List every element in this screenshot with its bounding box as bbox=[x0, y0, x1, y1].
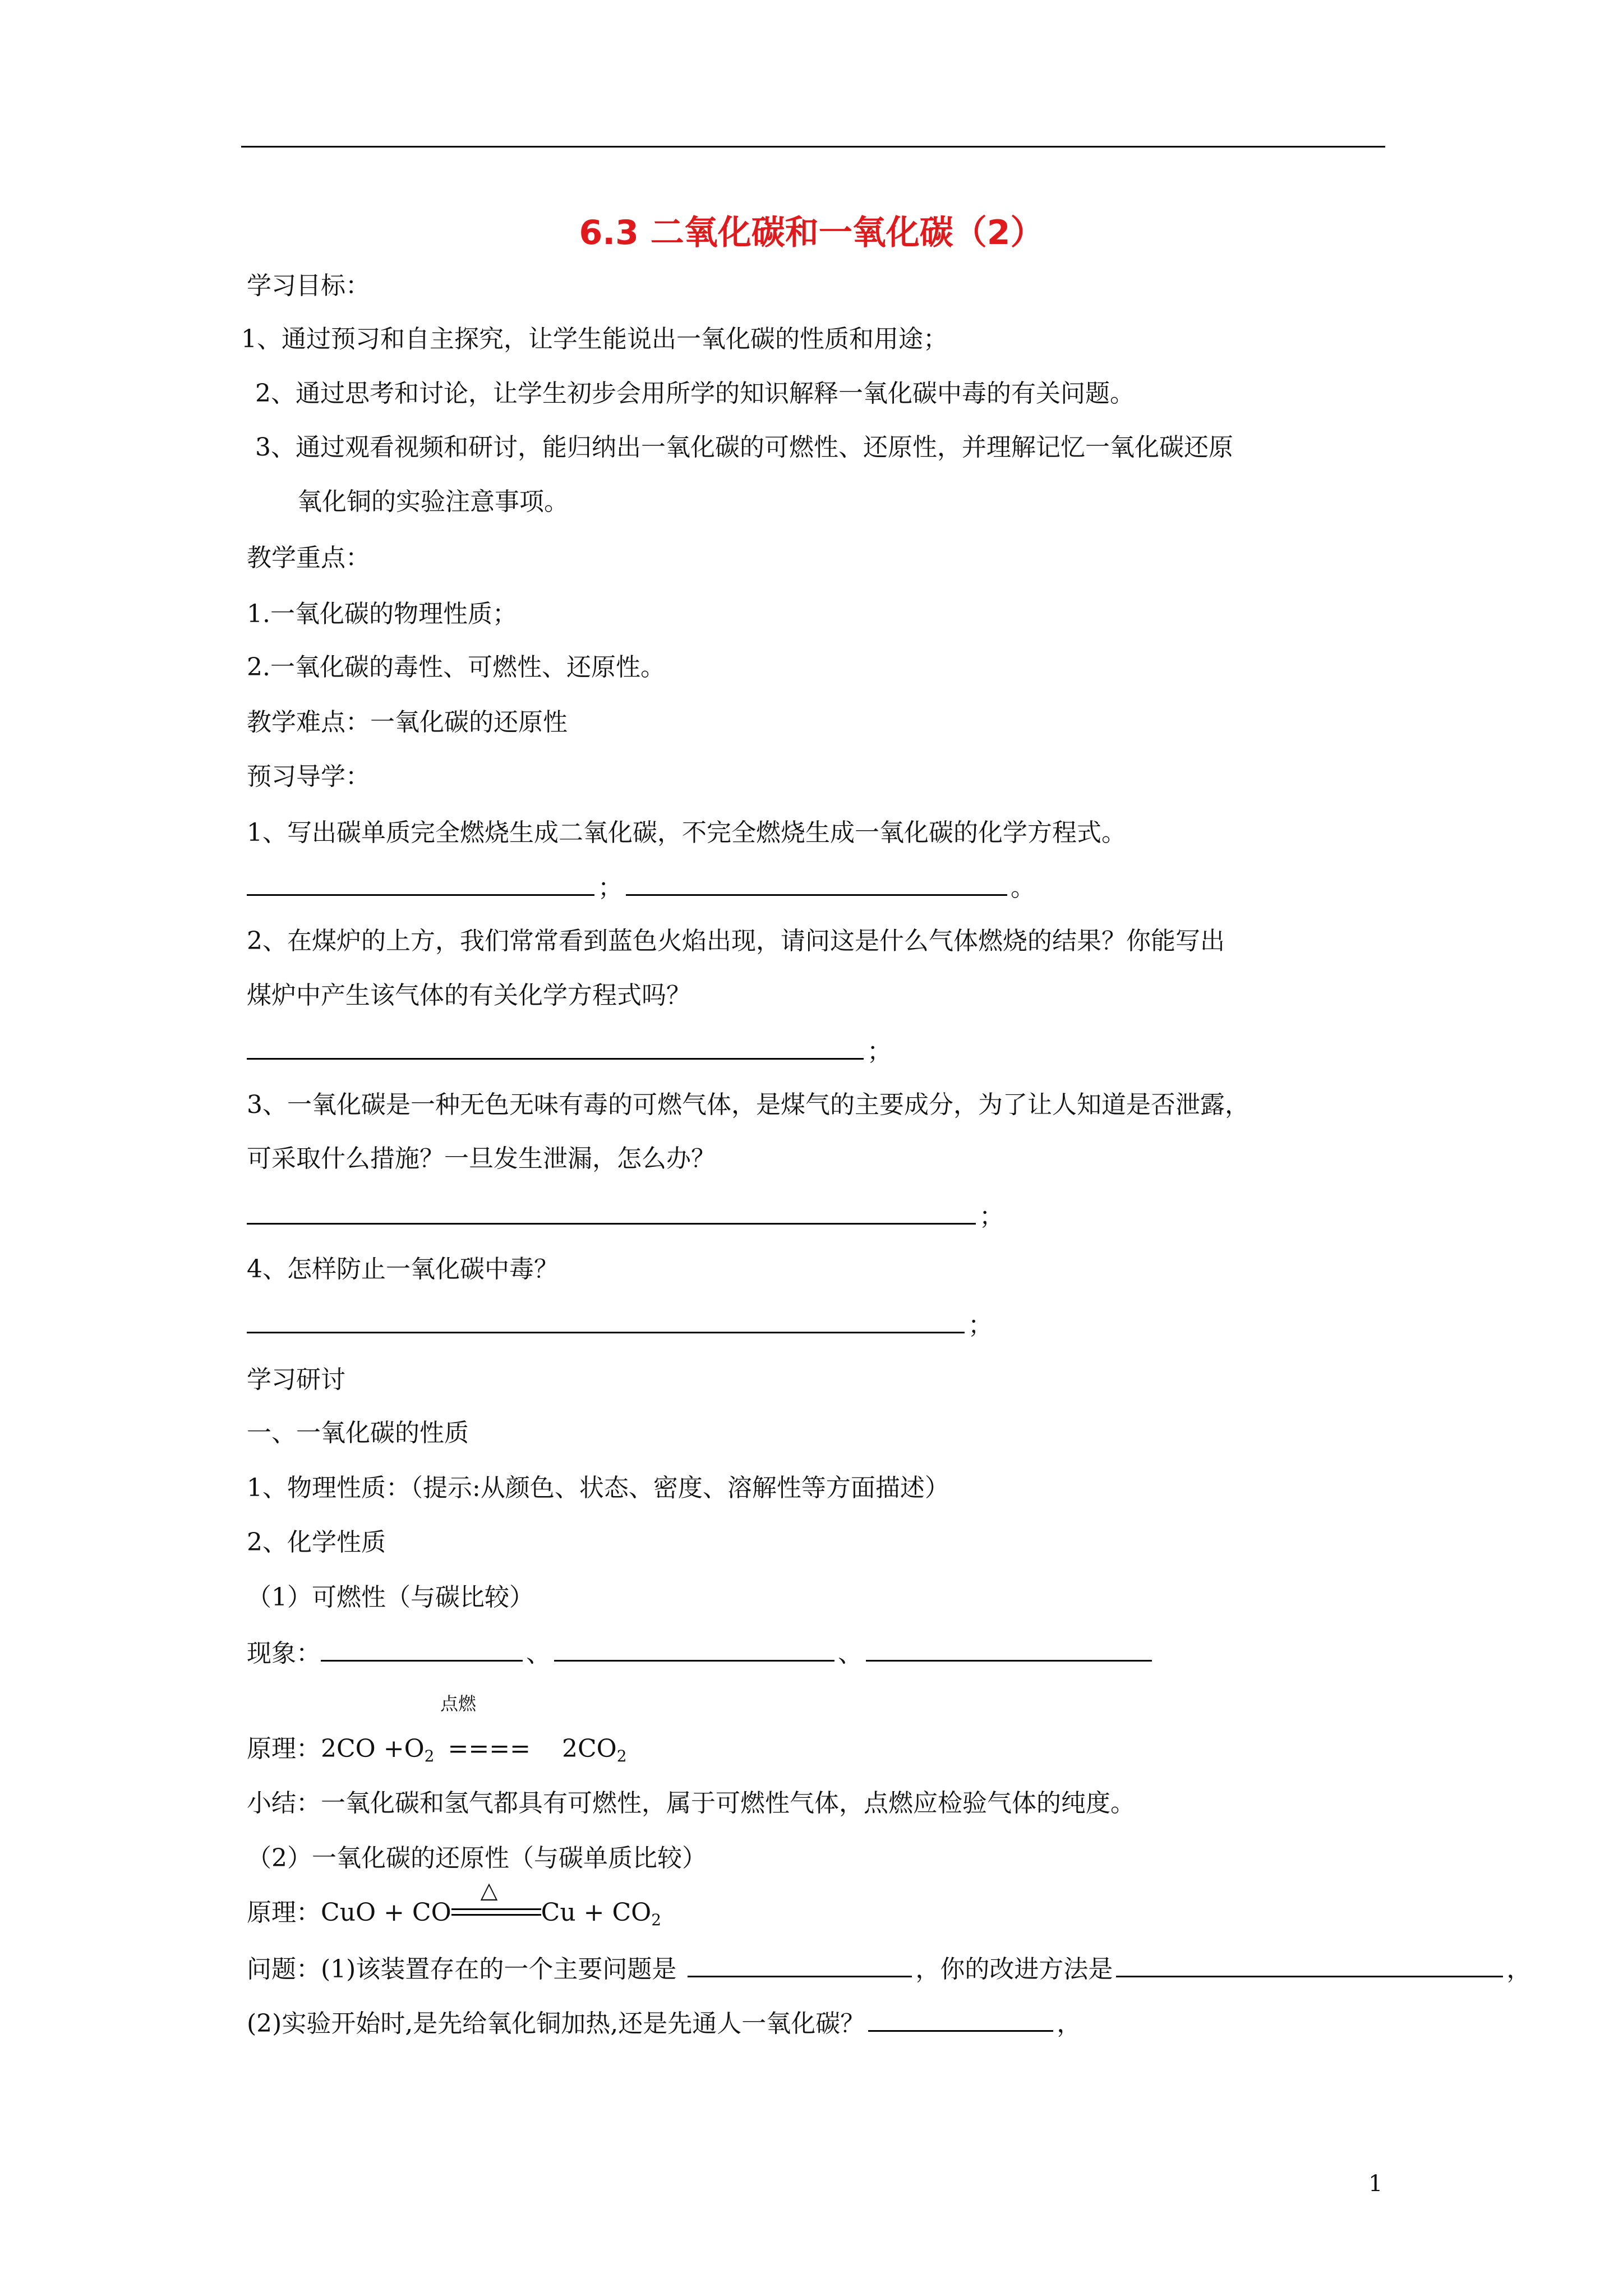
principle-2-row bbox=[247, 1878, 662, 1937]
principle-label: 原理： bbox=[247, 1734, 321, 1763]
phenomenon-row bbox=[247, 1635, 1155, 1671]
section-1-heading: 一、一氧化碳的性质 bbox=[247, 1419, 469, 1447]
preview-heading: 预习导学： bbox=[247, 762, 370, 791]
goal-3-line-1: 3、通过观看视频和研讨，能归纳出一氧化碳的可燃性、还原性，并理解记忆一氧化碳还原 bbox=[255, 433, 1233, 462]
equation-left: CuO + CO bbox=[321, 1898, 451, 1927]
principle-label: 原理： bbox=[247, 1898, 321, 1927]
subscript: 2 bbox=[651, 1911, 662, 1929]
goal-1: 1、通过预习和自主探究，让学生能说出一氧化碳的性质和用途； bbox=[241, 325, 948, 353]
page-title: 6.3 二氧化碳和一氧化碳（2） bbox=[579, 213, 1044, 252]
header-rule bbox=[241, 146, 1385, 148]
equation-arrow: ==== bbox=[448, 1734, 531, 1763]
semicolon: ； bbox=[968, 1311, 993, 1340]
comma: ， bbox=[1057, 2009, 1082, 2038]
combustibility-heading: （1）可燃性（与碳比较） bbox=[247, 1583, 534, 1612]
answer-blank[interactable] bbox=[247, 1198, 976, 1225]
question-2-line-2: 煤炉中产生该气体的有关化学方程式吗？ bbox=[247, 981, 691, 1010]
reducibility-heading: （2）一氧化碳的还原性（与碳单质比较） bbox=[247, 1844, 707, 1872]
question-2-line-1: 2、在煤炉的上方，我们常常看到蓝色火焰出现，请问这是什么气体燃烧的结果？你能写出 bbox=[247, 927, 1225, 955]
study-heading: 学习研讨 bbox=[247, 1365, 345, 1394]
problem-2-text: (2)实验开始时,是先给氧化铜加热,还是先通人一氧化碳？ bbox=[247, 2009, 865, 2038]
chemical-properties: 2、化学性质 bbox=[247, 1528, 386, 1557]
subscript: 2 bbox=[616, 1747, 627, 1765]
problem-1-text: 问题：(1)该装置存在的一个主要问题是 bbox=[247, 1955, 677, 1984]
semicolon: ； bbox=[979, 1202, 1004, 1231]
heat-symbol: △ bbox=[480, 1878, 498, 1903]
problem-1-text-2: ，你的改进方法是 bbox=[915, 1955, 1113, 1984]
semicolon: ； bbox=[867, 1037, 892, 1066]
question-4-answer-row bbox=[247, 1307, 993, 1342]
answer-blank[interactable] bbox=[321, 1635, 523, 1662]
question-1: 1、写出碳单质完全燃烧生成二氧化碳，不完全燃烧生成一氧化碳的化学方程式。 bbox=[247, 818, 1126, 847]
question-2-answer-row bbox=[247, 1033, 892, 1069]
principle-1-row bbox=[247, 1732, 627, 1773]
equation-right: Cu + CO bbox=[541, 1898, 652, 1927]
summary-line: 小结：一氧化碳和氢气都具有可燃性，属于可燃性气体，点燃应检验气体的纯度。 bbox=[247, 1789, 1135, 1818]
answer-blank[interactable] bbox=[626, 869, 1007, 896]
period: 。 bbox=[1011, 873, 1035, 902]
question-1-answer-row bbox=[247, 869, 1035, 905]
physical-properties: 1、物理性质：（提示:从颜色、状态、密度、溶解性等方面描述） bbox=[247, 1474, 949, 1502]
answer-blank[interactable] bbox=[247, 1033, 864, 1060]
goals-heading: 学习目标： bbox=[247, 272, 370, 300]
answer-blank[interactable] bbox=[1116, 1951, 1503, 1977]
key-points-heading: 教学重点： bbox=[247, 544, 370, 572]
answer-blank[interactable] bbox=[554, 1635, 834, 1662]
phenomenon-label: 现象： bbox=[247, 1639, 321, 1668]
key-point-1: 1.一氧化碳的物理性质； bbox=[247, 600, 517, 628]
ignite-condition: 点燃 bbox=[440, 1693, 477, 1714]
answer-blank[interactable] bbox=[247, 1307, 965, 1333]
question-3-line-1: 3、一氧化碳是一种无色无味有毒的可燃气体，是煤气的主要成分，为了让人知道是否泄露， bbox=[247, 1091, 1249, 1119]
answer-blank[interactable] bbox=[868, 2005, 1053, 2032]
answer-blank[interactable] bbox=[247, 869, 594, 896]
key-point-2: 2.一氧化碳的毒性、可燃性、还原性。 bbox=[247, 653, 665, 682]
answer-blank[interactable] bbox=[866, 1635, 1152, 1662]
goal-2: 2、通过思考和讨论，让学生初步会用所学的知识解释一氧化碳中毒的有关问题。 bbox=[255, 379, 1135, 408]
difficulty-line: 教学难点：一氧化碳的还原性 bbox=[247, 708, 568, 737]
separator: ； bbox=[598, 873, 623, 902]
equals-line-top bbox=[451, 1908, 541, 1910]
goal-3-line-2: 氧化铜的实验注意事项。 bbox=[297, 487, 569, 516]
equals-line-bottom bbox=[451, 1914, 541, 1916]
comma: ， bbox=[1506, 1955, 1532, 1984]
problem-2-row bbox=[247, 2005, 1081, 2041]
question-3-line-2: 可采取什么措施？一旦发生泄漏，怎么办？ bbox=[247, 1144, 716, 1173]
problem-1-row bbox=[247, 1951, 1531, 1986]
reaction-arrow bbox=[451, 1878, 541, 1921]
subscript: 2 bbox=[424, 1747, 435, 1765]
separator: 、 bbox=[838, 1639, 863, 1668]
equation-left: 2CO +O bbox=[321, 1734, 425, 1763]
page-number: 1 bbox=[1368, 2171, 1383, 2197]
question-4: 4、怎样防止一氧化碳中毒？ bbox=[247, 1255, 559, 1283]
answer-blank[interactable] bbox=[688, 1951, 912, 1977]
separator: 、 bbox=[526, 1639, 551, 1668]
question-3-answer-row bbox=[247, 1198, 1004, 1234]
equation-right: 2CO bbox=[561, 1734, 617, 1763]
